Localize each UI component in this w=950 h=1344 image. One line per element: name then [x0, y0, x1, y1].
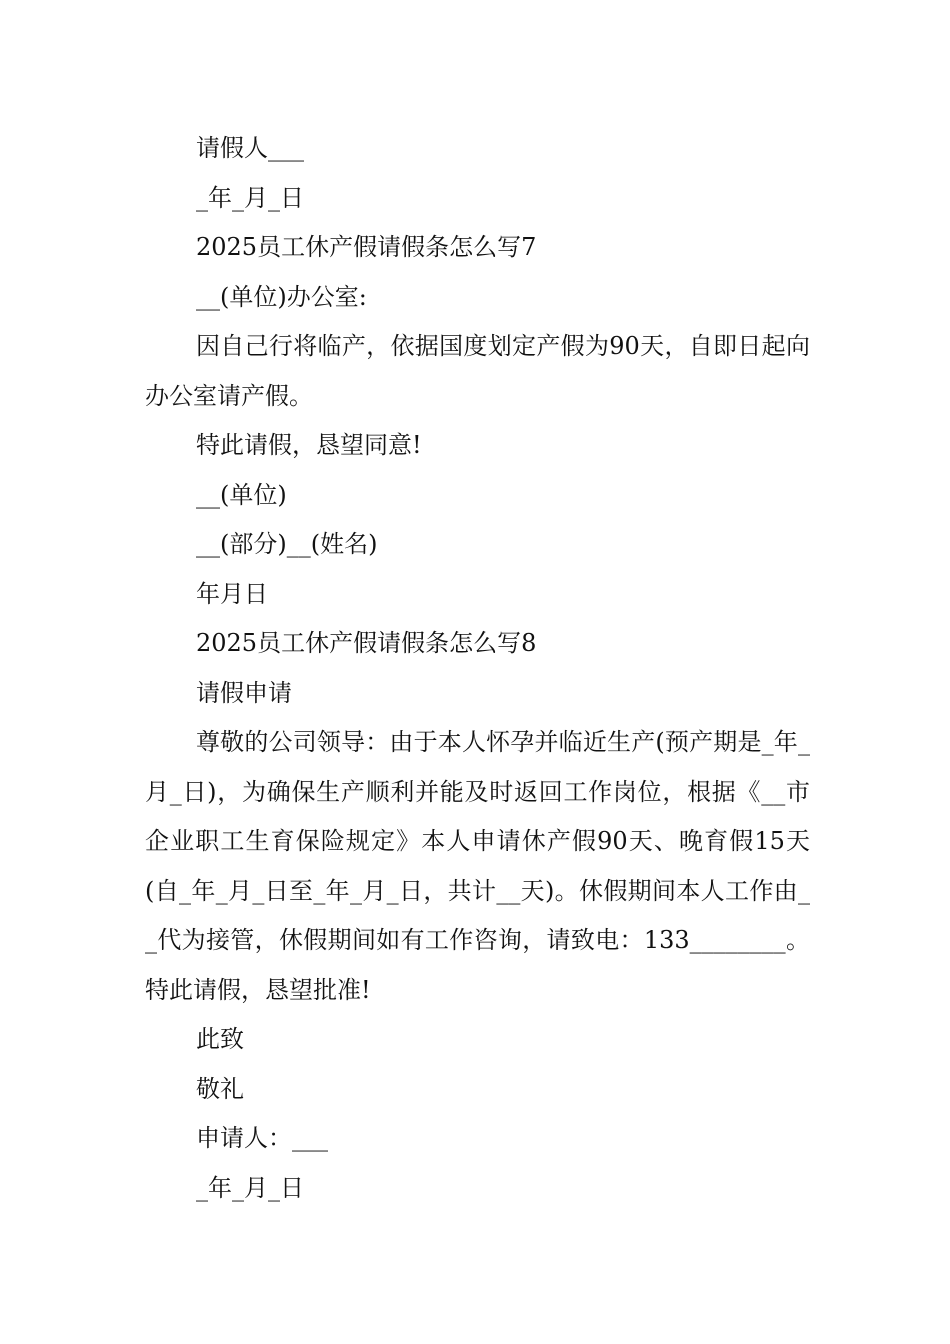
closing-line: 特此请假，恳望同意! — [196, 431, 422, 459]
document-body — [145, 124, 810, 1213]
unit-signature-line: __(单位) — [196, 480, 287, 509]
recipient-line: __(单位)办公室: — [196, 282, 367, 311]
applicant-line: 申请人：___ — [196, 1124, 328, 1152]
section-title-8: 2025员工休产假请假条怎么写8 — [196, 629, 537, 657]
salutation-line: 此致 — [196, 1025, 244, 1053]
letter-heading: 请假申请 — [196, 678, 292, 707]
regards-line: 敬礼 — [196, 1074, 244, 1103]
date-line: _年_月_日 — [196, 1173, 304, 1202]
date-line: _年_月_日 — [196, 183, 304, 212]
body-paragraph-8: 尊敬的公司领导：由于本人怀孕并临近生产(预产期是_年_月_日)，为确保生产顺利并能及时返回工作岗位，根据《__市企业职工生育保险规定》本人申请休产假90天、晚育假15天(自_年_月_日至_年_月_日，共计__天)。休假期间本人工作由__代为接管，休假期间如有工作咨询，请致电：133________。特此请假，恳望批准! — [145, 728, 810, 1004]
section-title-7: 2025员工休产假请假条怎么写7 — [196, 233, 537, 261]
applicant-signature-line: 请假人___ — [196, 134, 304, 162]
date-line: 年月日 — [196, 579, 268, 608]
department-name-line: __(部分)__(姓名) — [196, 530, 378, 558]
body-paragraph-7: 因自己行将临产，依据国度划定产假为90天，自即日起向办公室请产假。 — [145, 332, 810, 410]
